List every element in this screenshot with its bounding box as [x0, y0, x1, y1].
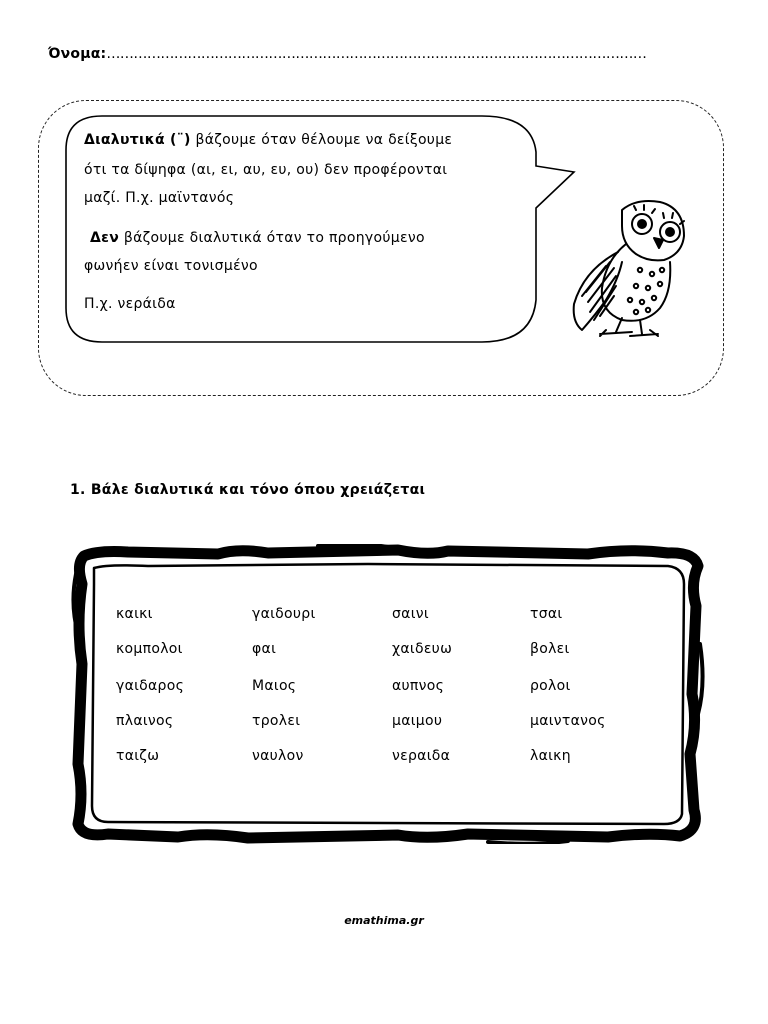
word-r4-c4: μαιντανος — [530, 713, 606, 729]
word-r3-c3: αυπνος — [392, 678, 445, 694]
word-r3-c2: Μαιος — [252, 678, 297, 694]
footer-site: emathima.gr — [344, 914, 424, 927]
exercise-instruction: . Βάλε διαλυτικά και τόνο όπου χρειάζεται — [80, 482, 426, 498]
rule-line-3: μαζί. Π.χ. μαϊντανός — [84, 190, 235, 206]
exercise-heading — [70, 482, 425, 498]
rule-term-den: Δεν — [90, 230, 120, 246]
word-r5-c1: ταιζω — [116, 748, 160, 764]
rule-term-dialytika: Διαλυτικά (¨) — [84, 132, 191, 148]
name-dots: ………………………………………………………………………………………………………… — [106, 46, 647, 62]
word-r4-c3: μαιμου — [392, 713, 443, 729]
word-r2-c2: φαι — [252, 641, 277, 657]
word-r3-c1: γαιδαρος — [116, 678, 185, 694]
word-r5-c3: νεραιδα — [392, 748, 451, 764]
word-r1-c3: σαινι — [392, 606, 429, 622]
rule-line-5: φωνήεν είναι τονισμένο — [84, 258, 258, 274]
word-r1-c2: γαιδουρι — [252, 606, 316, 622]
word-r2-c1: κομπολοι — [116, 641, 183, 657]
name-label: Όνομα: — [48, 46, 107, 62]
word-r5-c2: ναυλον — [252, 748, 304, 764]
word-r1-c4: τσαι — [530, 606, 563, 622]
rule-line-4: Δεν βάζουμε διαλυτικά όταν το προηγούμενο — [90, 230, 425, 246]
word-r1-c1: καικι — [116, 606, 153, 622]
exercise-number: 1 — [70, 482, 81, 498]
owl-icon — [566, 196, 692, 342]
name-field[interactable] — [48, 46, 646, 62]
word-r5-c4: λαικη — [530, 748, 571, 764]
rule-line-2: ότι τα δίψηφα (αι, ει, αυ, ευ, ου) δεν προφέρονται — [84, 162, 448, 178]
word-r4-c2: τρολει — [252, 713, 301, 729]
word-r3-c4: ρολοι — [530, 678, 571, 694]
word-r4-c1: πλαινος — [116, 713, 174, 729]
word-r2-c4: βολει — [530, 641, 570, 657]
rule-line-1: Διαλυτικά (¨) βάζουμε όταν θέλουμε να δείξουμε — [84, 132, 453, 148]
rule-example: Π.χ. νεράιδα — [84, 296, 176, 312]
word-r2-c3: χαιδευω — [392, 641, 453, 657]
word-frame — [68, 544, 708, 844]
